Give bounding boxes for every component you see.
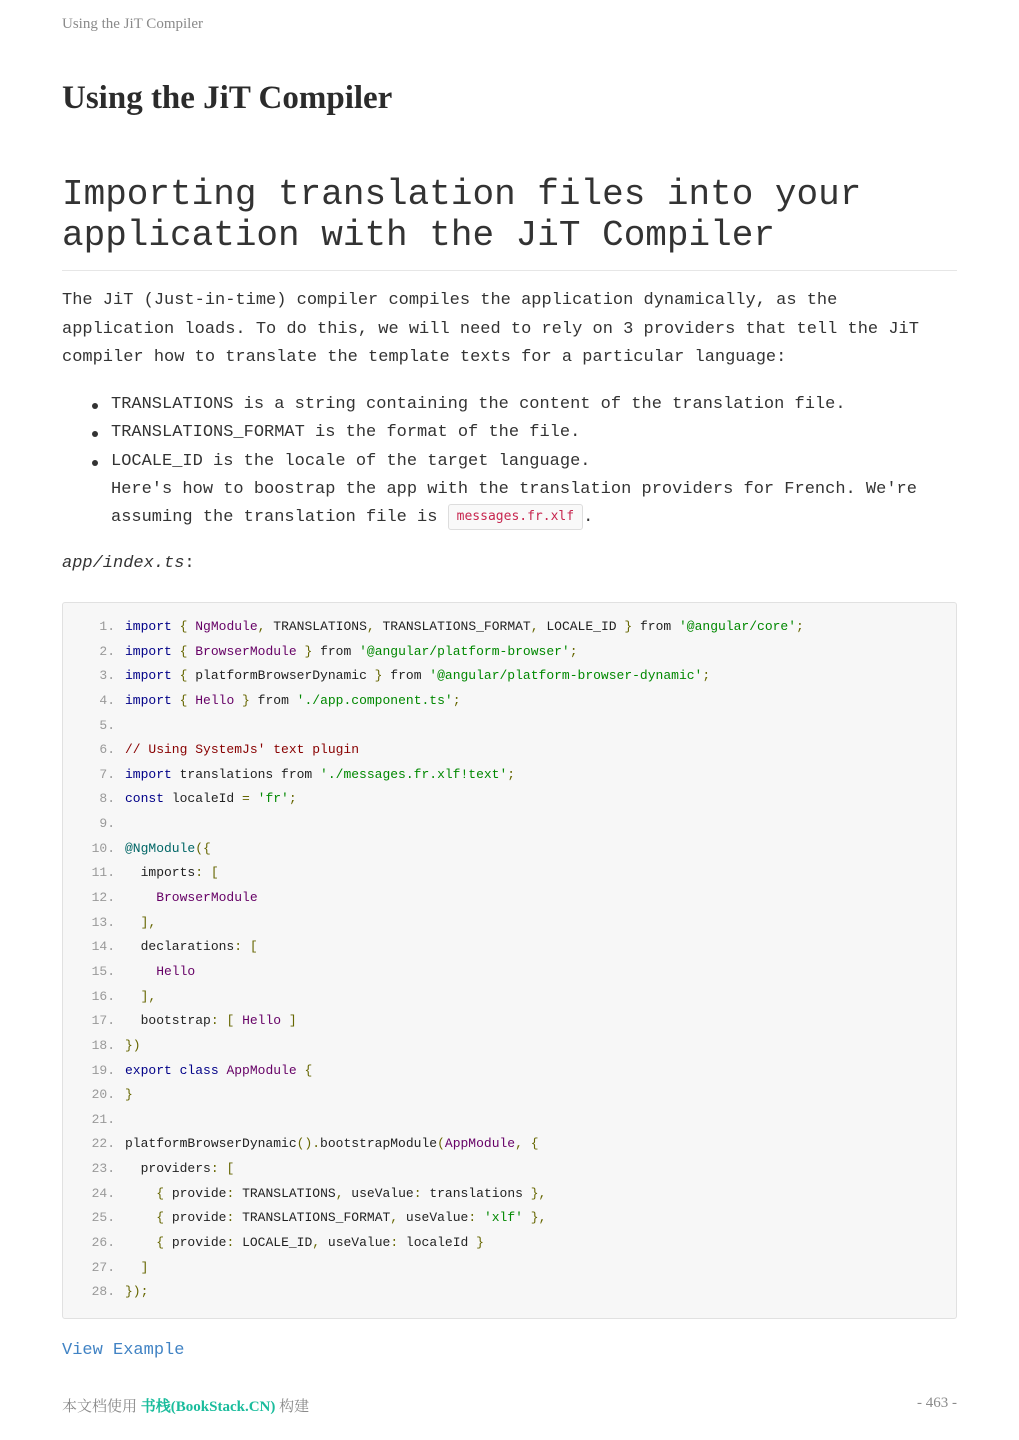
code-token: provide xyxy=(164,1210,227,1226)
code-line xyxy=(63,886,956,911)
code-token xyxy=(125,1235,156,1250)
code-line xyxy=(63,689,956,714)
code-line xyxy=(63,1034,956,1059)
line-number: 19. xyxy=(91,1062,115,1078)
code-line xyxy=(63,1108,956,1133)
code-token xyxy=(172,668,180,683)
code-token: import xyxy=(125,643,172,659)
code-line xyxy=(63,935,956,960)
code-token: 'xlf' xyxy=(483,1210,523,1226)
code-token: , xyxy=(390,1210,399,1226)
code-token: : xyxy=(210,1013,219,1029)
bootstrap-note: Here's how to boostrap the app with the translation providers for French. We're assuming the translation file is xyxy=(111,479,917,528)
code-token: { xyxy=(156,1185,165,1201)
code-token: platformBrowserDynamic xyxy=(187,668,375,684)
code-token: '@angular/platform-browser' xyxy=(359,643,570,659)
code-token: { xyxy=(156,1235,165,1251)
provider-list xyxy=(62,391,1006,532)
line-number: 23. xyxy=(91,1161,115,1177)
code-token: 'fr' xyxy=(257,791,289,807)
code-token xyxy=(125,989,141,1004)
code-token: import xyxy=(125,619,172,634)
code-token: imports xyxy=(125,865,196,881)
code-token xyxy=(125,915,141,930)
code-token: { xyxy=(179,643,188,659)
file-path: app/index.ts xyxy=(62,554,185,573)
code-token: from xyxy=(632,619,679,634)
code-token: , xyxy=(366,619,375,634)
code-line xyxy=(63,1157,956,1182)
line-number: 18. xyxy=(91,1037,115,1053)
code-token: './app.component.ts' xyxy=(296,692,453,708)
line-number: 20. xyxy=(91,1087,115,1103)
code-token: , xyxy=(530,619,539,634)
code-token: ; xyxy=(452,692,461,708)
code-token: useValue xyxy=(343,1185,414,1201)
line-number: 13. xyxy=(91,914,115,930)
line-number: 24. xyxy=(91,1185,115,1201)
line-number: 7. xyxy=(99,766,115,782)
code-line xyxy=(63,1182,956,1207)
code-line xyxy=(63,985,956,1010)
code-line xyxy=(63,960,956,985)
code-token: : xyxy=(390,1235,399,1251)
code-token: from xyxy=(249,692,297,708)
code-line xyxy=(63,1206,956,1231)
code-token: = xyxy=(242,791,250,807)
line-number: 12. xyxy=(91,890,115,906)
code-token: provide xyxy=(164,1185,227,1201)
code-token: : xyxy=(234,939,243,955)
code-token: BrowserModule xyxy=(125,890,258,906)
code-token: }); xyxy=(125,1284,149,1300)
code-token: TRANSLATIONS_FORMAT xyxy=(234,1210,391,1226)
code-token: ; xyxy=(288,791,297,807)
list-item-text: LOCALE_ID is the locale of the target language. xyxy=(111,451,591,471)
code-token: : xyxy=(468,1210,477,1226)
code-token: } xyxy=(374,668,383,684)
code-token xyxy=(172,693,180,708)
code-token: } xyxy=(476,1235,484,1251)
line-number: 6. xyxy=(99,742,115,758)
line-number: 25. xyxy=(91,1210,115,1226)
footer-brand-link[interactable]: 书栈(BookStack.CN) xyxy=(140,1399,276,1415)
code-token: translations xyxy=(421,1185,531,1201)
code-line xyxy=(63,738,956,763)
list-item xyxy=(111,448,1006,533)
line-number: 9. xyxy=(99,816,115,832)
code-token: ] xyxy=(140,1259,149,1275)
line-number: 28. xyxy=(91,1284,115,1300)
line-number: 10. xyxy=(91,840,115,856)
code-line xyxy=(63,861,956,886)
code-token xyxy=(172,1063,180,1078)
code-token: // Using SystemJs' text plugin xyxy=(125,742,360,758)
code-token xyxy=(523,1210,531,1225)
code-token: '@angular/platform-browser-dynamic' xyxy=(429,668,703,684)
code-token xyxy=(125,1210,156,1225)
code-line xyxy=(63,615,956,640)
code-token: useValue xyxy=(320,1235,391,1251)
code-token: ({ xyxy=(195,840,211,856)
code-token xyxy=(242,939,250,954)
code-token: [ xyxy=(210,865,219,881)
code-token: { xyxy=(530,1136,539,1152)
code-token: , xyxy=(515,1136,523,1152)
code-token xyxy=(250,791,258,806)
line-number: 4. xyxy=(99,692,115,708)
code-token: import xyxy=(125,668,172,684)
footer-prefix: 本文档使用 xyxy=(62,1399,141,1415)
code-token: : xyxy=(210,1161,219,1177)
code-token: providers xyxy=(125,1161,211,1177)
code-token: (). xyxy=(296,1136,321,1152)
code-line xyxy=(63,837,956,862)
code-line xyxy=(63,1009,956,1034)
intro-paragraph: The JiT (Just-in-time) compiler compiles the application dynamically, as the application loads. To do this, we will need to rely on 3 providers that tell the JiT compiler how to translate the template texts for a particular language: xyxy=(62,291,919,367)
code-token: from xyxy=(312,643,360,659)
code-token: }, xyxy=(530,1210,547,1226)
code-token: TRANSLATIONS_FORMAT xyxy=(374,619,531,634)
code-token: Hello xyxy=(187,692,243,708)
code-token xyxy=(476,1210,484,1225)
code-token: Hello xyxy=(234,1013,289,1029)
code-token: @NgModule xyxy=(125,840,196,856)
code-token: [ xyxy=(226,1161,235,1177)
list-item: TRANSLATIONS_FORMAT is the format of the file. xyxy=(111,419,1006,447)
code-token: : xyxy=(226,1235,235,1251)
code-token: from xyxy=(382,668,430,684)
line-number: 1. xyxy=(99,619,115,634)
code-token: bootstrapModule xyxy=(320,1136,438,1152)
code-token: const xyxy=(125,791,165,807)
inline-code-filename: messages.fr.xlf xyxy=(448,504,583,530)
code-token: './messages.fr.xlf!text' xyxy=(320,766,508,782)
line-number: 8. xyxy=(99,791,115,807)
line-number: 26. xyxy=(91,1235,115,1251)
code-token: BrowserModule xyxy=(187,643,305,659)
code-line xyxy=(63,714,956,739)
file-label-suffix: : xyxy=(184,554,195,573)
code-token xyxy=(203,865,211,880)
code-token: bootstrap xyxy=(125,1013,211,1029)
code-token: { xyxy=(179,619,188,634)
code-line xyxy=(63,640,956,665)
code-lines xyxy=(63,615,956,1305)
code-token: ( xyxy=(437,1136,445,1152)
code-token: localeId xyxy=(398,1235,477,1251)
code-token: localeId xyxy=(164,791,243,807)
code-line xyxy=(63,787,956,812)
code-token: [ xyxy=(249,939,258,955)
code-token: translations from xyxy=(171,766,321,782)
code-token: TRANSLATIONS xyxy=(265,619,367,634)
line-number: 15. xyxy=(91,963,115,979)
line-number: 2. xyxy=(99,643,115,659)
code-token: AppModule xyxy=(444,1136,516,1152)
code-token: ], xyxy=(140,914,157,930)
code-token: platformBrowserDynamic xyxy=(125,1136,297,1152)
code-token: import xyxy=(125,766,172,782)
code-token: ; xyxy=(569,643,578,659)
code-token: } xyxy=(624,619,633,634)
code-token: Hello xyxy=(125,963,196,979)
line-number: 17. xyxy=(91,1013,115,1029)
code-token: export xyxy=(125,1062,172,1078)
line-number: 11. xyxy=(91,865,115,881)
code-token xyxy=(523,1136,531,1151)
line-number: 21. xyxy=(91,1111,115,1127)
code-token: ] xyxy=(288,1013,297,1029)
code-line xyxy=(63,1059,956,1084)
code-line xyxy=(63,664,956,689)
code-token: : xyxy=(195,865,204,881)
code-token: useValue xyxy=(398,1210,469,1226)
code-token: } xyxy=(304,643,313,659)
code-token: : xyxy=(413,1185,422,1201)
page-number: - 463 - xyxy=(917,1395,957,1411)
line-number: 22. xyxy=(91,1136,115,1152)
code-token xyxy=(125,1260,141,1275)
code-token: LOCALE_ID xyxy=(538,619,625,634)
code-line xyxy=(63,763,956,788)
code-token: declarations xyxy=(125,939,235,955)
code-token: TRANSLATIONS xyxy=(234,1185,336,1201)
running-header: Using the JiT Compiler xyxy=(62,16,203,32)
code-token: } xyxy=(242,692,250,708)
code-line xyxy=(63,1132,956,1157)
code-token: : xyxy=(226,1210,235,1226)
code-token: import xyxy=(125,692,172,708)
code-token: , xyxy=(312,1235,321,1251)
code-token: class xyxy=(179,1062,219,1078)
code-token: , xyxy=(335,1185,344,1201)
code-token: { xyxy=(156,1210,165,1226)
code-token: '@angular/core' xyxy=(679,619,797,634)
list-item: TRANSLATIONS is a string containing the content of the translation file. xyxy=(111,391,1006,419)
code-token: { xyxy=(304,1062,313,1078)
footer-suffix: 构建 xyxy=(275,1399,310,1415)
file-label xyxy=(62,554,195,573)
view-example-link[interactable]: View Example xyxy=(62,1341,185,1360)
code-line xyxy=(63,812,956,837)
code-token: [ xyxy=(226,1013,235,1029)
bootstrap-note-end: . xyxy=(583,508,594,528)
code-token: ; xyxy=(702,668,711,684)
code-line xyxy=(63,1256,956,1281)
code-token: , xyxy=(257,619,266,634)
code-token xyxy=(172,619,180,634)
code-line xyxy=(63,911,956,936)
code-token xyxy=(125,1186,156,1201)
code-token: }) xyxy=(125,1037,141,1053)
code-line xyxy=(63,1083,956,1108)
code-token: }, xyxy=(530,1185,547,1201)
code-token: { xyxy=(179,692,188,708)
line-number: 14. xyxy=(91,939,115,955)
footer-credit xyxy=(62,1395,309,1416)
code-token: ; xyxy=(507,766,516,782)
code-token: NgModule xyxy=(187,619,258,634)
code-token: ; xyxy=(796,619,804,634)
code-line xyxy=(63,1231,956,1256)
line-number: 5. xyxy=(99,717,115,733)
code-token: AppModule xyxy=(218,1062,305,1078)
section-heading: Importing translation files into your application with the JiT Compiler xyxy=(62,174,957,271)
code-token: ], xyxy=(140,988,157,1004)
code-token: } xyxy=(125,1087,133,1103)
line-number: 16. xyxy=(91,988,115,1004)
code-token: provide xyxy=(164,1235,227,1251)
chapter-title: Using the JiT Compiler xyxy=(62,80,393,116)
code-token: LOCALE_ID xyxy=(234,1235,313,1251)
line-number: 3. xyxy=(99,668,115,684)
code-token: : xyxy=(226,1185,235,1201)
code-block[interactable] xyxy=(62,602,957,1319)
line-number: 27. xyxy=(91,1259,115,1275)
code-token: { xyxy=(179,668,188,684)
code-token xyxy=(172,644,180,659)
code-line xyxy=(63,1280,956,1305)
